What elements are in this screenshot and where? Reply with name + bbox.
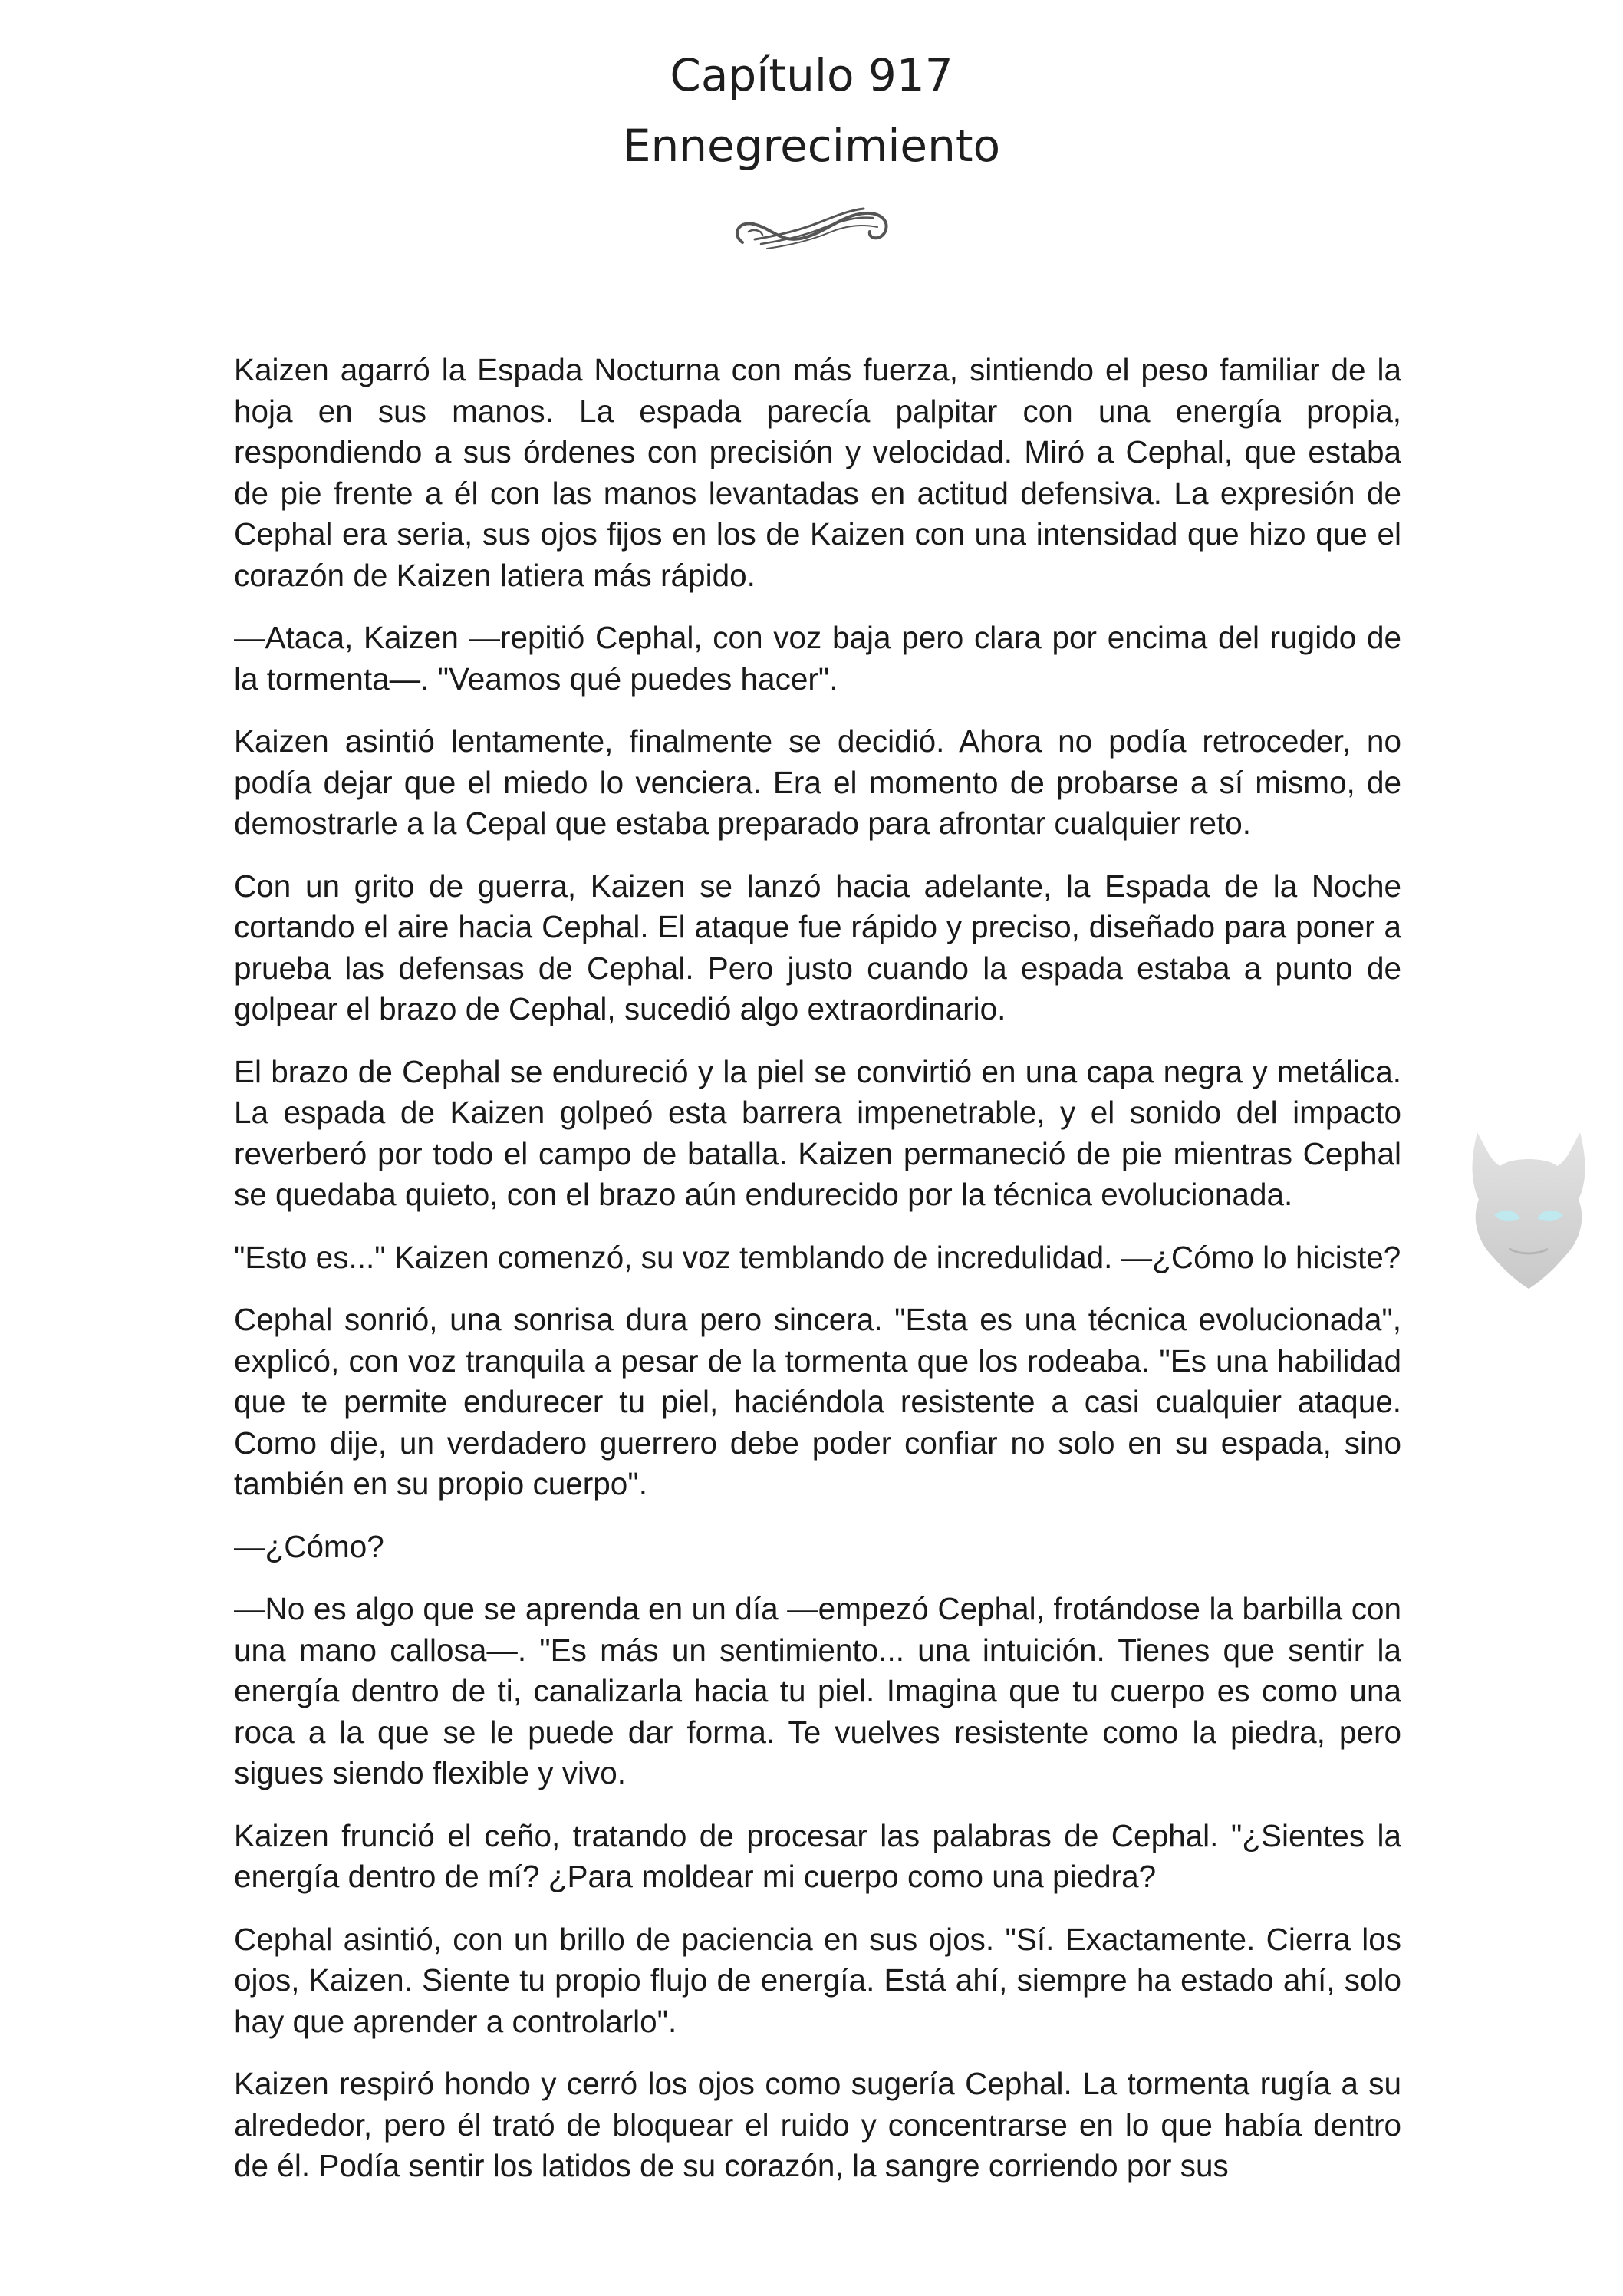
paragraph-3: Kaizen asintió lentamente, finalmente se decidió. Ahora no podía retroceder, no podía dejar que el miedo lo venciera. Era el momento de probarse a sí mismo, de demostrarle a la Cepal que estaba preparado para afrontar cualquier reto. bbox=[234, 723, 1401, 841]
paragraph-11: Cephal asintió, con un brillo de paciencia en sus ojos. "Sí. Exactamente. Cierra los ojos, Kaizen. Siente tu propio flujo de energía. Está ahí, siempre ha estado ahí, solo hay que aprender a controlarlo". bbox=[234, 1921, 1401, 2039]
chapter-body bbox=[234, 350, 1401, 2209]
paragraph-8: —¿Cómo? bbox=[234, 1528, 384, 1564]
demon-mask-watermark-icon bbox=[1463, 1126, 1594, 1295]
paragraph-10: Kaizen frunció el ceño, tratando de procesar las palabras de Cephal. "¿Sientes la energía dentro de mí? ¿Para moldear mi cuerpo como una piedra? bbox=[234, 1817, 1401, 1894]
paragraph-12: Kaizen respiró hondo y cerró los ojos como sugería Cephal. La tormenta rugía a su alrededor, pero él trató de bloquear el ruido y concentrarse en lo que había dentro de él. Podía sentir los latidos de su corazón, la sangre corriendo por sus bbox=[234, 2066, 1401, 2183]
chapter-title: Ennegrecimiento bbox=[622, 120, 1001, 172]
paragraph-9: —No es algo que se aprenda en un día —empezó Cephal, frotándose la barbilla con una mano callosa—. "Es más un sentimiento... una intuición. Tienes que sentir la energía dentro de ti, canalizarla hacia tu piel. Imagina que tu cuerpo es como una roca a la que se le puede dar forma. Te vuelves resistente como la piedra, pero sigues siendo flexible y vivo. bbox=[234, 1591, 1401, 1790]
paragraph-4: Con un grito de guerra, Kaizen se lanzó hacia adelante, la Espada de la Noche cortando el aire hacia Cephal. El ataque fue rápido y preciso, diseñado para poner a prueba las defensas de Cephal. Pero justo cuando la espada estaba a punto de golpear el brazo de Cephal, sucedió algo extraordinario. bbox=[234, 868, 1401, 1026]
chapter-number: Capítulo 917 bbox=[670, 49, 953, 101]
decorative-flourish-icon bbox=[727, 198, 896, 259]
paragraph-6: "Esto es..." Kaizen comenzó, su voz temblando de incredulidad. —¿Cómo lo hiciste? bbox=[234, 1239, 1401, 1275]
chapter-header bbox=[0, 40, 1623, 259]
paragraph-2: —Ataca, Kaizen —repitió Cephal, con voz baja pero clara por encima del rugido de la tormenta—. "Veamos qué puedes hacer". bbox=[234, 620, 1401, 697]
paragraph-5: El brazo de Cephal se endureció y la piel se convirtió en una capa negra y metálica. La espada de Kaizen golpeó esta barrera impenetrable, y el sonido del impacto reverberó por todo el campo de batalla. Kaizen permaneció de pie mientras Cephal se quedaba quieto, con el brazo aún endurecido por la técnica evolucionada. bbox=[234, 1053, 1401, 1212]
paragraph-7: Cephal sonrió, una sonrisa dura pero sincera. "Esta es una técnica evolucionada", explicó, con voz tranquila a pesar de la tormenta que los rodeaba. "Es una habilidad que te permite endurecer tu piel, haciéndola resistente a casi cualquier ataque. Como dije, un verdadero guerrero debe poder confiar no solo en su espada, sino también en su propio cuerpo". bbox=[234, 1302, 1401, 1501]
paragraph-1: Kaizen agarró la Espada Nocturna con más fuerza, sintiendo el peso familiar de la hoja en sus manos. La espada parecía palpitar con una energía propia, respondiendo a sus órdenes con precisión y velocidad. Miró a Cephal, que estaba de pie frente a él con las manos levantadas en actitud defensiva. La expresión de Cephal era seria, sus ojos fijos en los de Kaizen con una intensidad que hizo que el corazón de Kaizen latiera más rápido. bbox=[234, 352, 1401, 593]
